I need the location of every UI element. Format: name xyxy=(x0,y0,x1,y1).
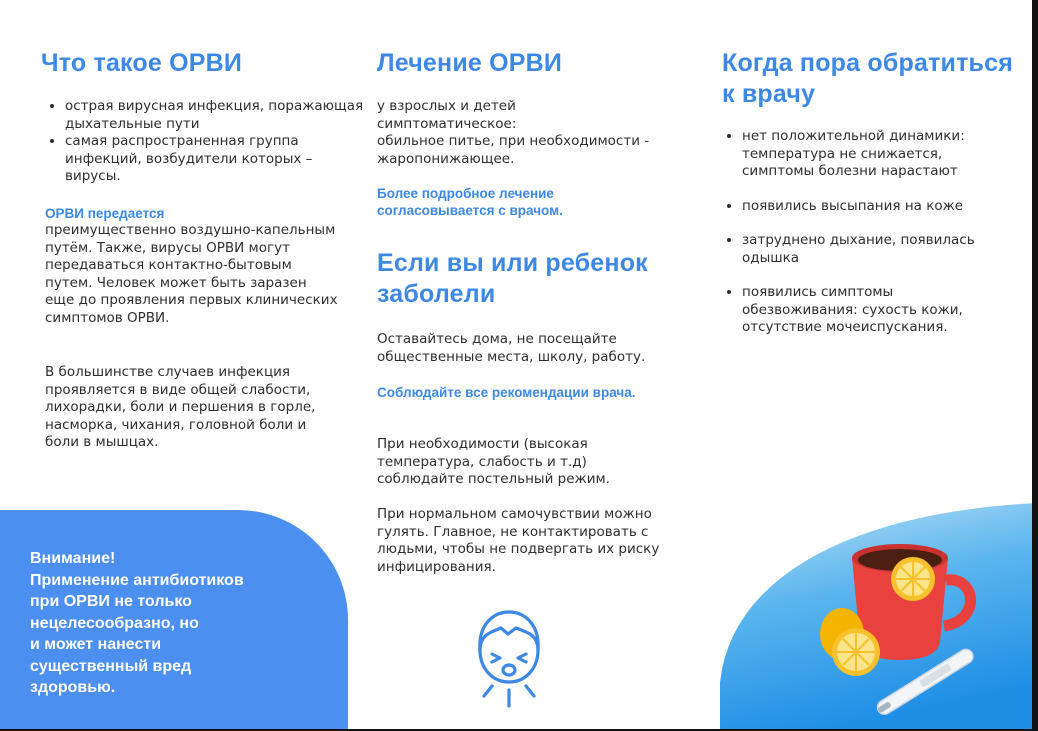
transmission-text: преимущественно воздушно-капельным путём. Также, вирусы ОРВИ могут передаваться контактно-бытовым путем. Человек может быть заразен еще до проявления первых клинических симптомов ОРВИ. xyxy=(45,222,338,326)
transmission-block xyxy=(45,205,340,327)
warning-line: и может нанести xyxy=(30,636,162,653)
section-title-treatment: Лечение ОРВИ xyxy=(377,49,563,77)
warning-line: существенный вред xyxy=(30,657,192,675)
transmission-heading: ОРВИ передается xyxy=(45,206,165,221)
warning-line: здоровью. xyxy=(30,679,116,696)
symptoms-text: В большинстве случаев инфекция проявляется в виде общей слабости, лихорадки, боли и першения в горле, насморка, чихания, головной боли и боли в мышцах. xyxy=(45,364,316,450)
follow-advice-text: Соблюдайте все рекомендации врача. xyxy=(377,385,636,400)
treatment-intro xyxy=(377,98,677,168)
warning-line: нецелесообразно, но xyxy=(30,614,199,632)
list-item: • нет положительной динамики: температура не снижается, симптомы болезни нарастают xyxy=(742,128,1012,181)
right-edge xyxy=(1032,0,1038,731)
warning-line: Внимание! xyxy=(30,550,116,567)
walking-text: При нормальном самочувствии можно гулять. Главное, не контактировать с людьми, чтобы не подвергать их риску инфицирования. xyxy=(377,506,660,575)
bed-rest-text: При необходимости (высокая температура, слабость и т.д) соблюдайте постельный режим. xyxy=(377,436,610,487)
intro-line: жаропонижающее. xyxy=(377,150,515,167)
tea-lemon-thermometer-illustration xyxy=(800,530,1000,720)
warning-line: при ОРВИ не только xyxy=(30,593,192,610)
stay-home-text: Оставайтесь дома, не посещайте общественные места, школу, работу. xyxy=(377,331,646,365)
list-item: • затруднено дыхание, появилась одышка xyxy=(742,232,1012,267)
intro-line: обильное питье, при необходимости - xyxy=(377,133,650,149)
warning-text xyxy=(30,548,320,699)
list-item: • появились симптомы обезвоживания: сухость кожи, отсутствие мочеиспускания. xyxy=(742,284,1012,337)
list-item: • острая вирусная инфекция, поражающая дыхательные пути xyxy=(65,98,365,133)
warning-line: Применение антибиотиков xyxy=(30,571,244,589)
doctor-signs-list xyxy=(722,128,1012,354)
list-item: • самая распространенная группа инфекций, возбудители которых – вирусы. xyxy=(65,133,365,186)
intro-line: симптоматическое: xyxy=(377,115,517,132)
section-title-what-is: Что такое ОРВИ xyxy=(41,49,243,77)
intro-line: у взрослых и детей xyxy=(377,98,516,114)
section-title-if-sick: Если вы или ребенок заболели xyxy=(377,249,648,308)
treatment-note: Более подробное лечение согласовывается с врачом. xyxy=(377,186,563,218)
sick-person-icon xyxy=(468,604,550,712)
section-title-see-doctor: Когда пора обратиться к врачу xyxy=(722,49,1014,108)
list-item: • появились высыпания на коже xyxy=(742,198,1012,216)
definition-list xyxy=(45,98,365,186)
